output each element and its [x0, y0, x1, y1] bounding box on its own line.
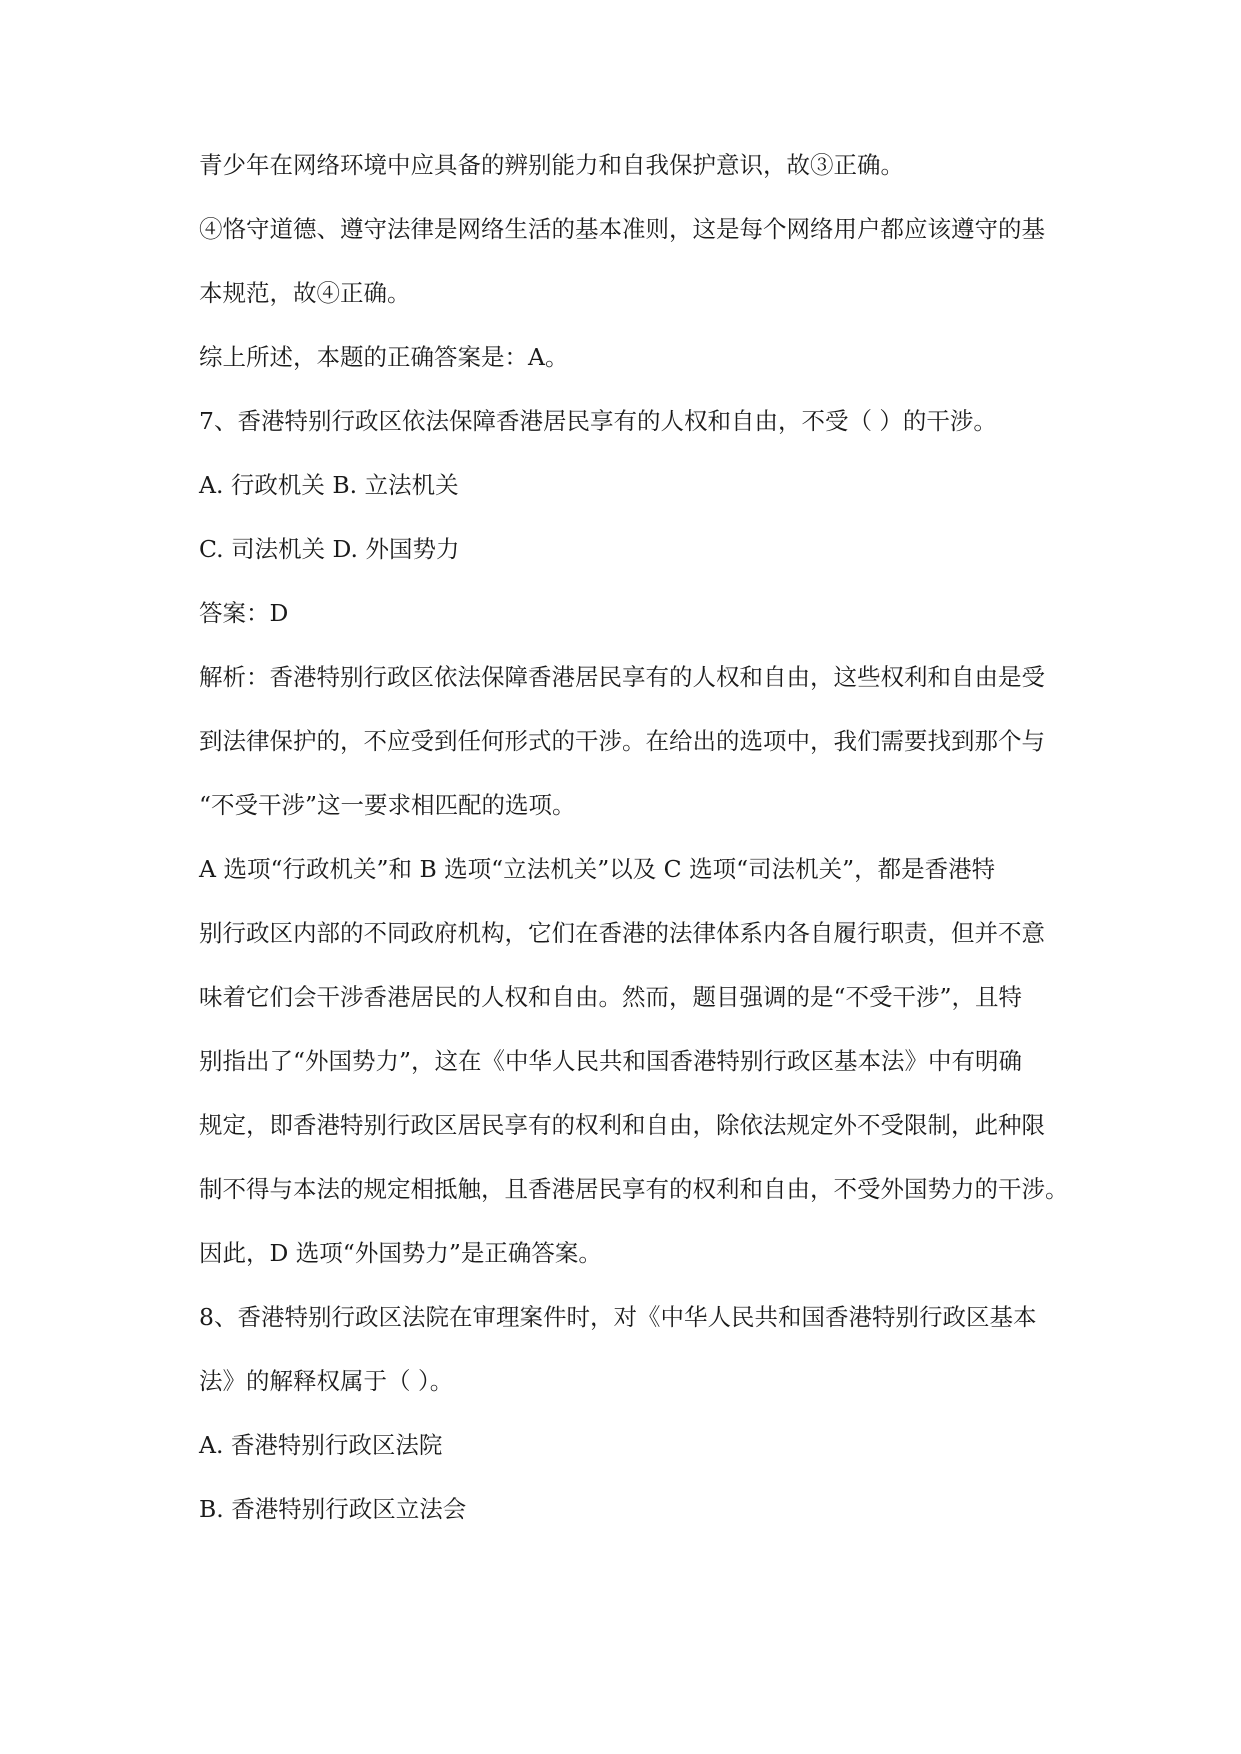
question-7: 7、香港特别行政区依法保障香港居民享有的人权和自由，不受（ ）的干涉。	[199, 407, 997, 435]
question-7-options-cd: C. 司法机关 D. 外国势力	[199, 535, 460, 563]
question-8-option-b: B. 香港特别行政区立法会	[199, 1495, 467, 1523]
analysis-line-3: “不受干涉”这一要求相匹配的选项。	[199, 791, 576, 819]
question-8-line-2: 法》的解释权属于（ ）。	[199, 1367, 454, 1395]
analysis-line-1: 解析：香港特别行政区依法保障香港居民享有的人权和自由，这些权利和自由是受	[199, 663, 1045, 691]
analysis-line-2: 到法律保护的，不应受到任何形式的干涉。在给出的选项中，我们需要找到那个与	[199, 727, 1045, 755]
analysis-line-9: 制不得与本法的规定相抵触，且香港居民享有的权利和自由，不受外国势力的干涉。	[199, 1175, 1069, 1203]
text-line-4: 综上所述，本题的正确答案是：A。	[199, 343, 569, 371]
question-8-line-1: 8、香港特别行政区法院在审理案件时，对《中华人民共和国香港特别行政区基本	[199, 1303, 1037, 1331]
analysis-line-4: A 选项“行政机关”和 B 选项“立法机关”以及 C 选项“司法机关”，都是香港特	[199, 855, 996, 883]
analysis-line-8: 规定，即香港特别行政区居民享有的权利和自由，除依法规定外不受限制，此种限	[199, 1111, 1045, 1139]
text-line-3: 本规范，故④正确。	[199, 279, 411, 307]
question-7-options-ab: A. 行政机关 B. 立法机关	[199, 471, 459, 499]
question-8-option-a: A. 香港特别行政区法院	[199, 1431, 443, 1459]
analysis-line-7: 别指出了“外国势力”，这在《中华人民共和国香港特别行政区基本法》中有明确	[199, 1047, 1023, 1075]
analysis-line-10: 因此，D 选项“外国势力”是正确答案。	[199, 1239, 602, 1267]
text-line-1: 青少年在网络环境中应具备的辨别能力和自我保护意识，故③正确。	[199, 151, 904, 179]
analysis-line-6: 味着它们会干涉香港居民的人权和自由。然而，题目强调的是“不受干涉”，且特	[199, 983, 1023, 1011]
question-7-answer: 答案：D	[199, 599, 289, 627]
analysis-line-5: 别行政区内部的不同政府机构，它们在香港的法律体系内各自履行职责，但并不意	[199, 919, 1045, 947]
text-line-2: ④恪守道德、遵守法律是网络生活的基本准则，这是每个网络用户都应该遵守的基	[199, 215, 1045, 243]
